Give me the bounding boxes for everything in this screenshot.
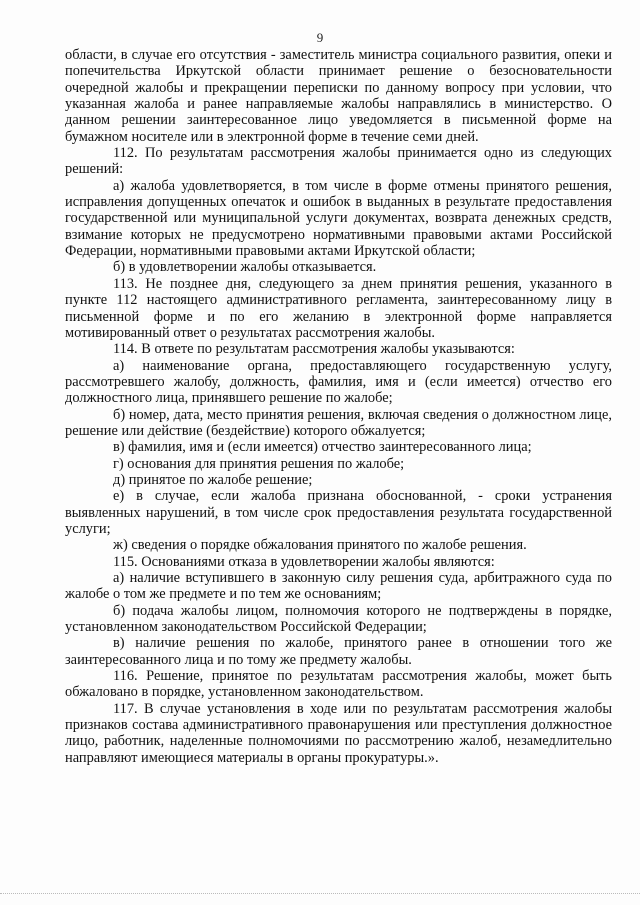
paragraph: а) наименование органа, предоставляющего государственную услугу, рассмотревшего жалобу, должность, фамилия, имя и (если имеется) отчество его должностного лица, принявшего решение по жалобе; (65, 357, 612, 407)
paragraph: ж) сведения о порядке обжалования принятого по жалобе решения. (113, 537, 527, 554)
page-bottom-rule (0, 893, 640, 894)
paragraph: б) подача жалобы лицом, полномочия которого не подтверждены в порядке, установленном законодательством Российской Федерации; (65, 602, 612, 636)
paragraph: а) наличие вступившего в законную силу решения суда, арбитражного суда по жалобе о том же предмете и по тем же основаниям; (65, 570, 612, 603)
paragraph: в) фамилия, имя и (если имеется) отчество заинтересованного лица; (113, 439, 532, 456)
paragraph: 116. Решение, принятое по результатам рассмотрения жалобы, может быть обжаловано в порядке, установленном законодательством. (65, 668, 612, 701)
paragraph: 114. В ответе по результатам рассмотрения жалобы указываются: (113, 341, 515, 358)
paragraph: 112. По результатам рассмотрения жалобы принимается одно из следующих решений: (65, 145, 612, 178)
document-body (65, 47, 612, 766)
paragraph: 117. В случае установления в ходе или по результатам рассмотрения жалобы признаков состава административного правонарушения или преступления должностное лицо, работник, наделенные полномочиями по рассмотрению жалоб, незамедлительно направляют имеющиеся материалы в органы прокуратуры.». (65, 700, 612, 766)
paragraph: а) жалоба удовлетворяется, в том числе в форме отмены принятого решения, исправления допущенных опечаток и ошибок в выданных в результате предоставления государственной или муниципальной услуги документах, возврата денежных средств, взимание которых не предусмотрено нормативными правовыми актами Российской Федерации, нормативными правовыми актами Иркутской области; (65, 177, 612, 260)
paragraph: в) наличие решения по жалобе, принятого ранее в отношении того же заинтересованного лица и по тому же предмету жалобы. (65, 635, 612, 668)
paragraph: 113. Не позднее дня, следующего за днем принятия решения, указанного в пункте 112 настоящего административного регламента, заинтересованному лицу в письменной форме и по его желанию в электронной форме направляется мотивированный ответ о результатах рассмотрения жалобы. (65, 275, 612, 341)
page-number: 9 (316, 30, 324, 45)
paragraph: области, в случае его отсутствия - заместитель министра социального развития, опеки и попечительства Иркутской области принимает решение о безосновательности очередной жалобы и прекращении переписки по данному вопросу при условии, что указанная жалоба и ранее направляемые жалобы направлялись в министерство. О данном решении заинтересованное лицо уведомляется в письменной форме на бумажном носителе или в электронной форме в течение семи дней. (65, 47, 612, 145)
paragraph: б) номер, дата, место принятия решения, включая сведения о должностном лице, решение или действие (бездействие) которого обжалуется; (65, 406, 612, 439)
paragraph: б) в удовлетворении жалобы отказывается. (113, 259, 377, 276)
paragraph: д) принятое по жалобе решение; (113, 471, 313, 488)
paragraph: г) основания для принятия решения по жалобе; (113, 455, 405, 472)
paragraph: е) в случае, если жалоба признана обоснованной, - сроки устранения выявленных нарушений, в том числе срок предоставления результата государственной услуги; (65, 488, 612, 537)
paragraph: 115. Основаниями отказа в удовлетворении жалобы являются: (113, 553, 495, 570)
